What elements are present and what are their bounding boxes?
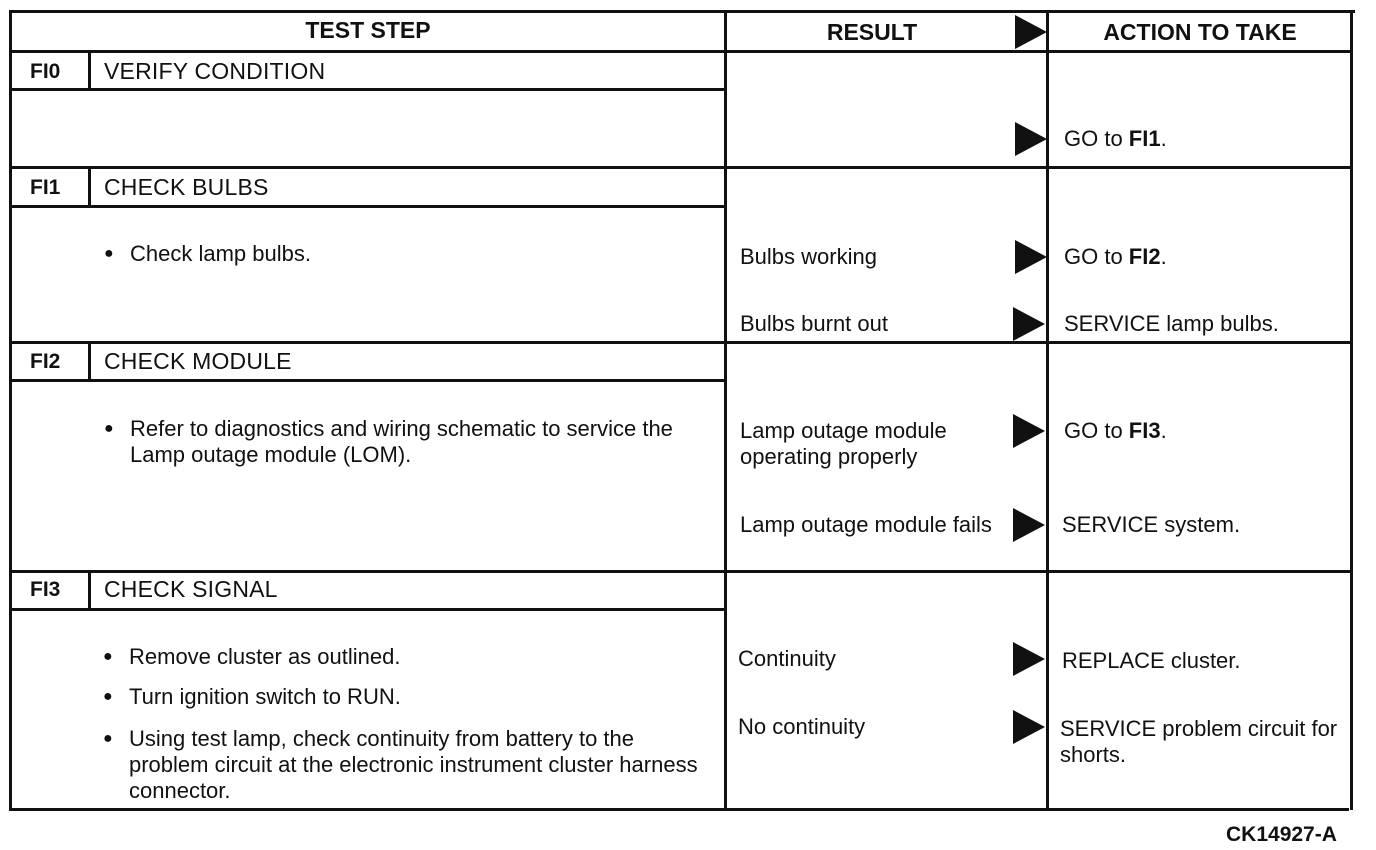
step-title: VERIFY CONDITION [104,58,326,84]
result-arrow-icon [1013,414,1045,448]
result-arrow-icon [1013,307,1045,341]
table-border-bottom [9,808,1349,811]
table-border-left [9,10,12,810]
result-arrow-icon [1015,122,1047,156]
bullet-item: ● Turn ignition switch to RUN. [129,684,714,710]
header-arrow-icon [1015,15,1047,49]
action-text: GO to FI2. [1064,244,1167,269]
result-text: Lamp outage module operating properly [740,418,947,469]
step-title: CHECK BULBS [104,174,269,200]
step-separator [9,341,1353,344]
title-row-line [11,88,726,91]
result-arrow-icon [1013,508,1045,542]
step-code: FI1 [30,176,61,199]
action-text: GO to FI1. [1064,126,1167,151]
result-arrow-icon [1015,240,1047,274]
bullet-item: ● Remove cluster as outlined. [129,644,714,670]
header-bottom-line [11,50,1353,53]
code-divider [88,572,91,610]
result-text: Bulbs working [740,244,877,269]
action-text: REPLACE cluster. [1062,648,1241,673]
result-text: Bulbs burnt out [740,311,888,336]
header-test-step: TEST STEP [305,17,431,43]
step-code: FI3 [30,578,61,601]
action-text: SERVICE problem circuit for shorts. [1060,716,1338,767]
col-divider-result [724,10,727,810]
bullet-item: ● Check lamp bulbs. [130,241,710,267]
action-text: GO to FI3. [1064,418,1167,443]
result-arrow-icon [1013,642,1045,676]
step-code: FI0 [30,60,61,83]
figure-id: CK14927-A [1226,823,1337,846]
title-row-line [11,379,726,382]
bullet-item: ● Refer to diagnostics and wiring schematic to service the Lamp outage module (LOM). [130,416,715,468]
result-arrow-icon [1013,710,1045,744]
table-border-right [1350,10,1353,810]
header-action: ACTION TO TAKE [1103,19,1297,45]
step-title: CHECK SIGNAL [104,576,278,602]
step-separator [9,570,1353,573]
action-text: SERVICE system. [1062,512,1241,537]
code-divider [88,343,91,381]
action-text: SERVICE lamp bulbs. [1064,311,1279,336]
code-divider [88,51,91,90]
title-row-line [11,205,726,208]
table-border-top [11,10,1355,13]
result-text: Lamp outage module fails [740,512,992,537]
header-result: RESULT [826,19,918,45]
step-title: CHECK MODULE [104,348,292,374]
bullet-item: ● Using test lamp, check continuity from battery to the problem circuit at the electronic instrument cluster harness connector. [129,726,714,804]
result-text: Continuity [738,646,836,671]
step-code: FI2 [30,350,61,373]
title-row-line [11,608,726,611]
step-separator [9,166,1353,169]
result-text: No continuity [738,714,866,739]
code-divider [88,168,91,207]
